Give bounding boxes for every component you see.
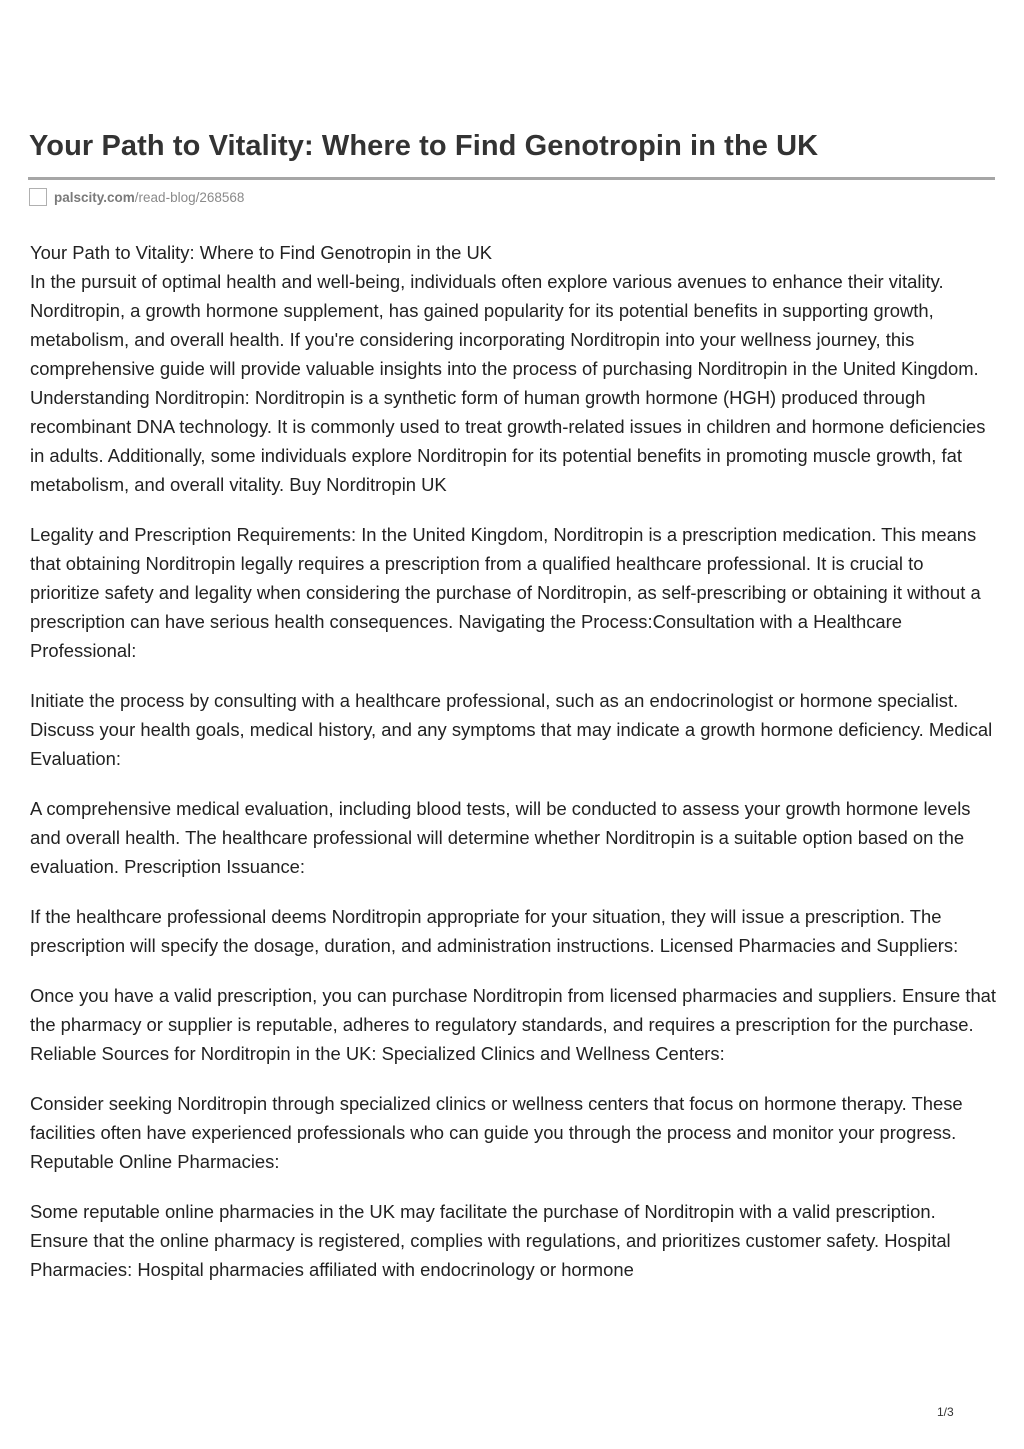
paragraph-1 bbox=[30, 238, 998, 499]
article-body bbox=[30, 238, 998, 1305]
paragraph-2: Legality and Prescription Requirements: In the United Kingdom, Norditropin is a prescription medication. This means that obtaining Norditropin legally requires a prescription from a qualified healthcare professional. It is crucial to prioritize safety and legality when considering the purchase of Norditropin, as self-prescribing or obtaining it without a prescription can have serious health consequences. Navigating the Process:Consultation with a Healthcare Professional: bbox=[30, 524, 981, 661]
paragraph-7: Consider seeking Norditropin through specialized clinics or wellness centers that focus on hormone therapy. These facilities often have experienced professionals who can guide you through the process and monitor your progress. Reputable Online Pharmacies: bbox=[30, 1093, 963, 1172]
article-heading-line: Your Path to Vitality: Where to Find Genotropin in the UK bbox=[30, 242, 493, 263]
paragraph-4: A comprehensive medical evaluation, including blood tests, will be conducted to assess your growth hormone levels and overall health. The healthcare professional will determine whether Norditropin is a suitable option based on the evaluation. Prescription Issuance: bbox=[30, 798, 971, 877]
paragraph-3: Initiate the process by consulting with a healthcare professional, such as an endocrinologist or hormone specialist. Discuss your health goals, medical history, and any symptoms that may indicate a growth hormone deficiency. Medical Evaluation: bbox=[30, 690, 993, 769]
source-path[interactable]: /read-blog/268568 bbox=[134, 189, 245, 205]
title-divider bbox=[28, 177, 995, 180]
source-domain[interactable]: palscity.com bbox=[54, 189, 135, 205]
paragraph-8: Some reputable online pharmacies in the UK may facilitate the purchase of Norditropin with a valid prescription. Ensure that the online pharmacy is registered, complies with regulations, and prioritizes customer safety. Hospital Pharmacies: Hospital pharmacies affiliated with endocrinology or hormone bbox=[30, 1201, 951, 1280]
source-url[interactable] bbox=[54, 190, 244, 205]
paragraph-6: Once you have a valid prescription, you can purchase Norditropin from licensed pharmacies and suppliers. Ensure that the pharmacy or supplier is reputable, adheres to regulatory standards, and requires a prescription for the purchase. Reliable Sources for Norditropin in the UK: Specialized Clinics and Wellness Centers: bbox=[30, 985, 997, 1064]
paragraph-5: If the healthcare professional deems Norditropin appropriate for your situation, they will issue a prescription. The prescription will specify the dosage, duration, and administration instructions. Licensed Pharmacies and Suppliers: bbox=[30, 906, 959, 956]
page-title: Your Path to Vitality: Where to Find Genotropin in the UK bbox=[29, 130, 819, 162]
source-link[interactable] bbox=[29, 186, 244, 208]
page-number: 1/3 bbox=[937, 1405, 954, 1419]
favicon-icon bbox=[29, 188, 47, 206]
paragraph-text: In the pursuit of optimal health and well-being, individuals often explore various avenues to enhance their vitality. Norditropin, a growth hormone supplement, has gained popularity for its potential benefits in supporting growth, metabolism, and overall health. If you're considering incorporating Norditropin into your wellness journey, this comprehensive guide will provide valuable insights into the process of purchasing Norditropin in the United Kingdom. Understanding Norditropin: Norditropin is a synthetic form of human growth hormone (HGH) produced through recombinant DNA technology. It is commonly used to treat growth-related issues in children and hormone deficiencies in adults. Additionally, some individuals explore Norditropin for its potential benefits in promoting muscle growth, fat metabolism, and overall vitality. Buy Norditropin UK bbox=[30, 271, 986, 495]
